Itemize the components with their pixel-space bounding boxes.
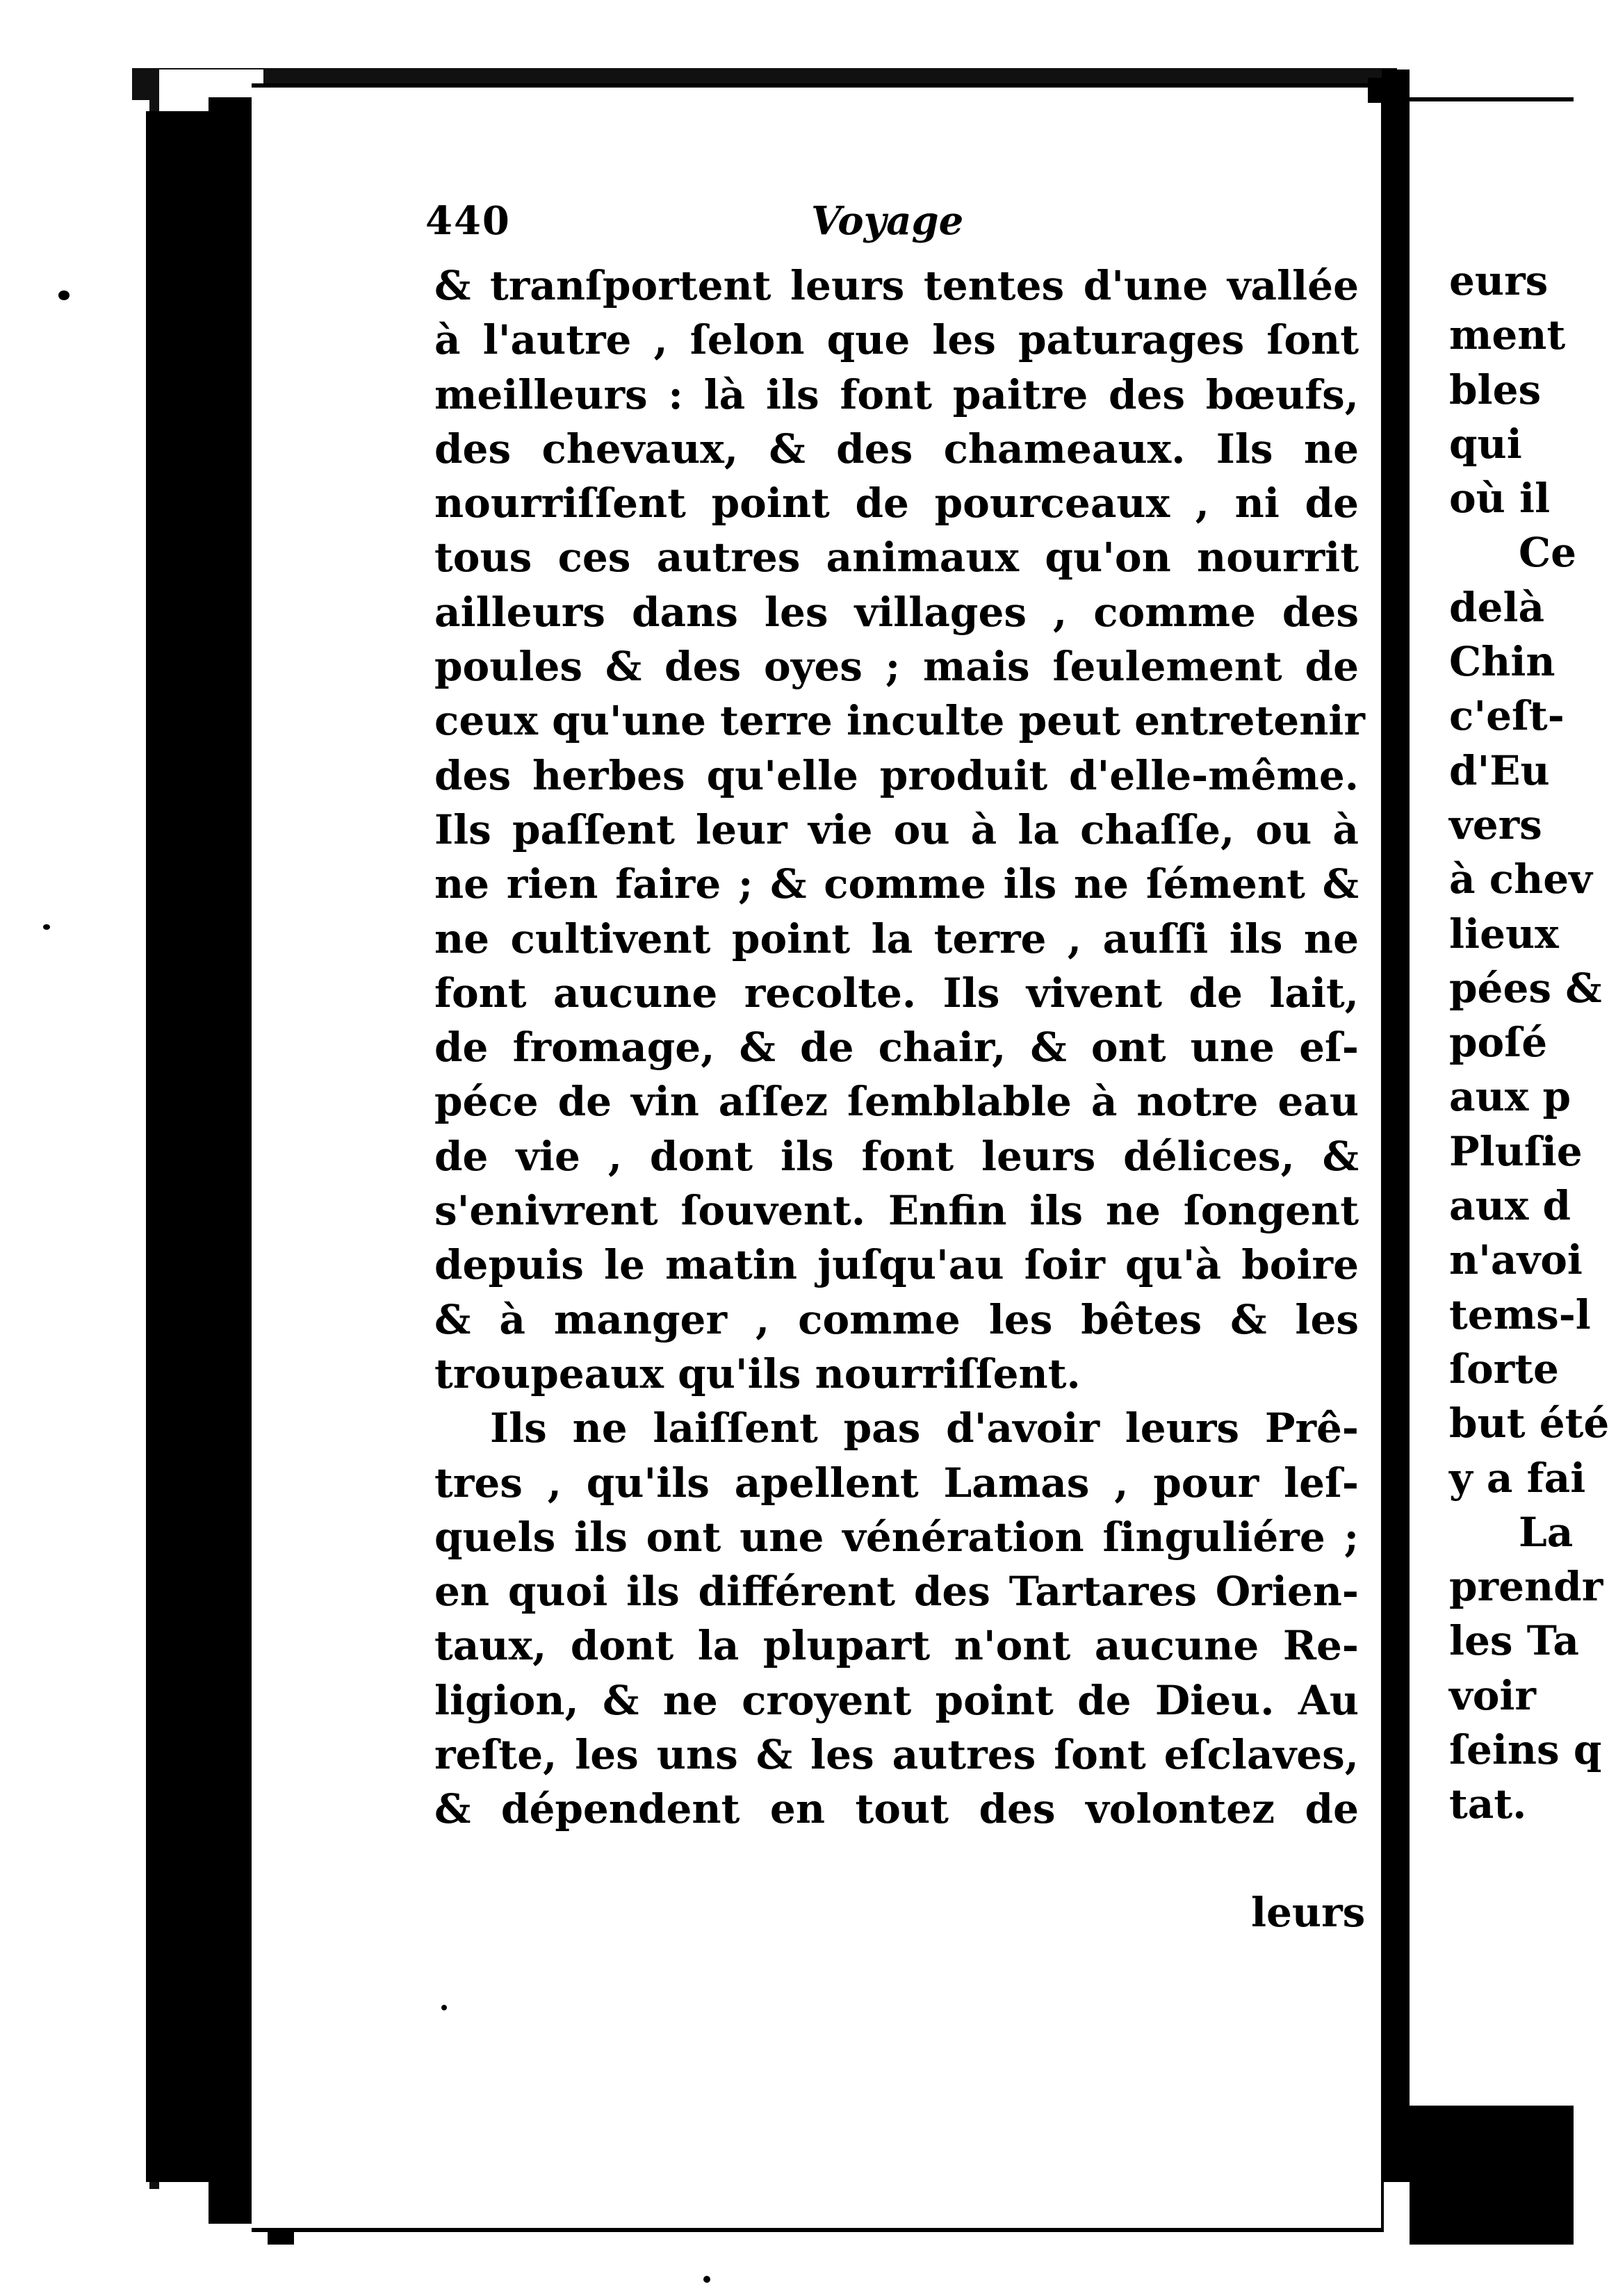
text-line: & à manger , comme les bêtes & les <box>434 1295 1359 1343</box>
text-line: La <box>1519 1508 1574 1556</box>
page-header <box>425 198 1371 254</box>
text-line: qui <box>1449 420 1522 468</box>
right-page-shadow <box>1410 2106 1574 2245</box>
text-line: prendr <box>1449 1563 1603 1611</box>
text-line: des herbes qu'elle produit d'elle-même. <box>434 751 1359 799</box>
text-line: tems-l <box>1449 1290 1591 1338</box>
text-line: aux p <box>1449 1073 1571 1121</box>
text-line: eurs <box>1449 257 1549 304</box>
text-line: poules & des oyes ; mais ſeulement de <box>434 643 1359 691</box>
text-line: bles <box>1449 366 1542 413</box>
text-line: ſeins q <box>1449 1726 1602 1774</box>
text-line: troupeaux qu'ils nourriſſent. <box>434 1350 1081 1397</box>
text-line: nourriſſent point de pourceaux , ni de <box>434 479 1359 527</box>
ink-speck <box>703 2276 710 2283</box>
text-line: taux, dont la plupart n'ont aucune Re- <box>434 1622 1359 1670</box>
text-line: Pluſie <box>1449 1127 1583 1175</box>
text-line: s'enivrent ſouvent. Enfin ils ne ſongent <box>434 1187 1359 1235</box>
text-line: Chin <box>1449 638 1555 686</box>
text-line: vers <box>1449 801 1542 848</box>
text-line: quels ils ont une vénération ſinguliére ; <box>434 1513 1359 1561</box>
ink-speck <box>441 2005 447 2010</box>
text-line: n'avoi <box>1449 1236 1583 1284</box>
text-line: ment <box>1449 311 1566 359</box>
text-line: delà <box>1449 583 1545 631</box>
right-page-text <box>1449 254 1609 1832</box>
text-line: des chevaux, & des chameaux. Ils ne <box>434 425 1359 473</box>
text-line: but été <box>1449 1400 1609 1448</box>
text-line: tous ces autres animaux qu'on nourrit <box>434 534 1359 582</box>
ink-speck <box>43 924 50 930</box>
text-line: Ils ne laiſſent pas d'avoir leurs Prê- <box>490 1404 1359 1452</box>
text-line: ſorte <box>1449 1345 1559 1393</box>
text-line: ne rien faire ; & comme ils ne ſément & <box>434 860 1359 908</box>
catchword: leurs <box>1251 1889 1366 1936</box>
text-line: péce de vin aſſez ſemblable à notre eau <box>434 1078 1359 1126</box>
text-line: à l'autre , ſelon que les paturages ſont <box>434 316 1359 364</box>
text-line: de vie , dont ils font leurs délices, & <box>434 1132 1359 1180</box>
text-line: Ce <box>1519 529 1577 577</box>
text-line: où il <box>1449 475 1551 523</box>
ink-speck <box>58 290 70 300</box>
text-line: & tranſportent leurs tentes d'une vallée <box>434 262 1359 309</box>
page-number: 440 <box>425 198 511 244</box>
page-gutter <box>1382 69 1410 2182</box>
text-line: & dépendent en tout des volontez de <box>434 1785 1359 1833</box>
text-line: pées & <box>1449 964 1602 1012</box>
text-line: lieux <box>1449 910 1559 958</box>
text-line: les Ta <box>1449 1617 1579 1665</box>
text-line: ligion, & ne croyent point de Dieu. Au <box>434 1676 1359 1724</box>
text-line: Ils paſſent leur vie ou à la chaſſe, ou à <box>434 805 1359 853</box>
text-line: à chev <box>1449 855 1592 903</box>
text-line: voir <box>1449 1671 1536 1719</box>
text-line: en quoi ils différent des Tartares Orien- <box>434 1568 1359 1616</box>
text-line: y a fai <box>1449 1454 1586 1502</box>
text-line: reſte, les uns & les autres ſont eſclaves, <box>434 1731 1359 1779</box>
text-line: ailleurs dans les villages , comme des <box>434 588 1359 636</box>
text-line: ceux qu'une terre inculte peut entretenir <box>434 697 1365 745</box>
gutter-shadow <box>1368 78 1410 103</box>
text-line: depuis le matin juſqu'au ſoir qu'à boire <box>434 1241 1359 1289</box>
text-line: poſé <box>1449 1019 1548 1067</box>
text-line: aux d <box>1449 1182 1571 1230</box>
text-line: tres , qu'ils apellent Lamas , pour leſ- <box>434 1459 1359 1507</box>
left-page-text <box>434 259 1365 1837</box>
text-line: meilleurs : là ils font paitre des bœufs, <box>434 370 1359 418</box>
text-line: d'Eu <box>1449 746 1550 794</box>
text-line: tat. <box>1449 1780 1527 1828</box>
text-line: ne cultivent point la terre , auſſi ils ne <box>434 915 1359 962</box>
text-line: c'eſt- <box>1449 692 1565 740</box>
text-line: de fromage, & de chair, & ont une eſ- <box>434 1024 1359 1072</box>
binding-band <box>209 97 257 2224</box>
running-head: Voyage <box>811 198 964 244</box>
text-line: font aucune recolte. Ils vivent de lait, <box>434 969 1359 1017</box>
